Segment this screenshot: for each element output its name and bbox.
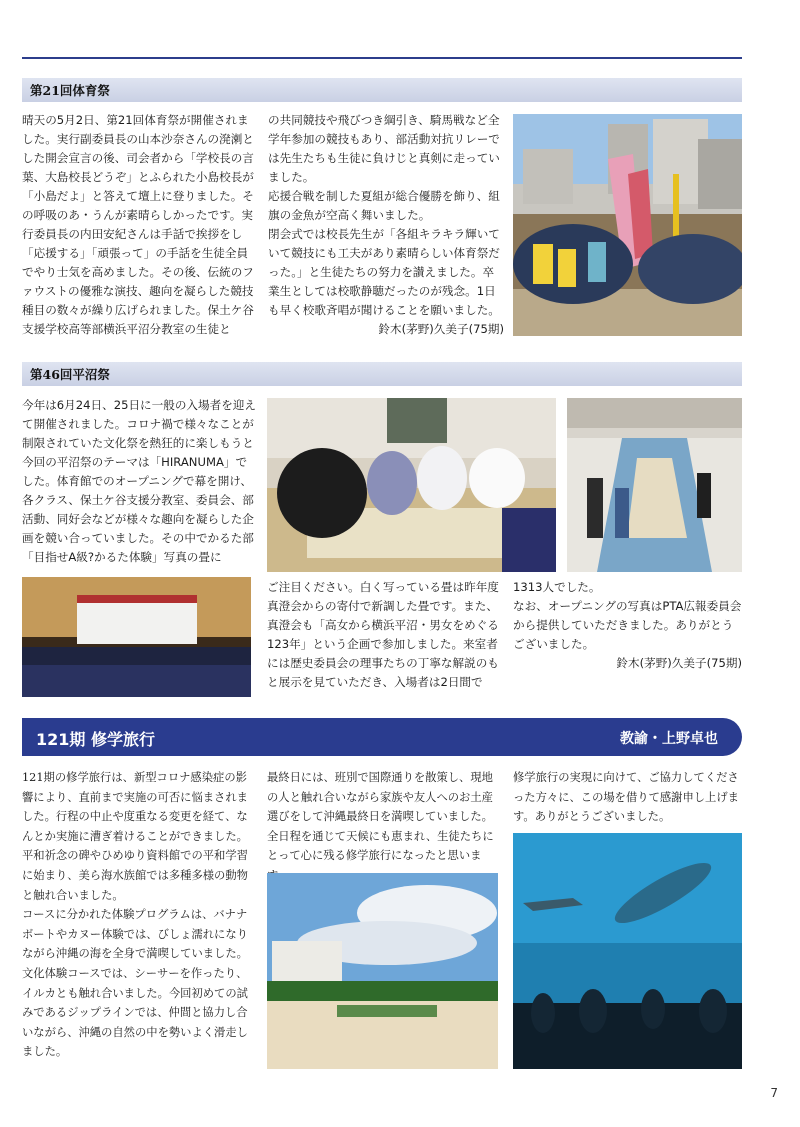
banner-title: 121期 修学旅行 [36,730,155,749]
page-number: 7 [770,1086,778,1100]
author-credit: 鈴木(茅野)久美子(75期) [378,322,504,336]
paragraph: 121期の修学旅行は、新型コロナ感染症の影響により、直前まで実施の可否に悩まされました。行程の中止や度重なる変更を経て、なんとか実施に漕ぎ着けることができました。 [22,771,248,843]
section-banner-shugaku [22,718,742,756]
shugaku-col1 [22,768,258,1062]
paragraph: 晴天の5月2日、第21回体育祭が開催されました。実行副委員長の山本沙奈さんの溌溂とした開会宣言の後、司会者から「学校長の言葉、大島校長どうぞ」とふられた小島校長が「小島だよ」と答えて壇上に登りました。その呼吸のあ・うんが素晴らしかったです。実行委員長の内田安紀さんは手話で挨拶をし「応援する」「頑張って」の手話を生徒全員でやり士気を高めました。その後、伝統のファウストの優雅な演技、趣向を凝らした競技種目の数々が繰り広げられました。保土ケ谷支援学校高等部横浜平沼分教室の生徒と [22,113,254,336]
banner-author: 教諭・上野卓也 [620,731,718,747]
opening-stage-photo [22,577,251,697]
paragraph: 最終日には、班別で国際通りを散策し、現地の人と触れ合いながら家族や友人へのお土産選びをして沖縄最終日を満喫していました。 [267,771,493,824]
hiranumasai-col2 [267,578,503,692]
paragraph: 1313人でした。 [513,580,601,594]
stairs-art-photo [567,398,742,572]
aquarium-photo [513,833,742,1069]
karuta-photo [267,398,556,572]
section-header-hiranumasai [22,362,742,386]
top-rule [22,57,742,59]
taiikusai-col1 [22,111,258,339]
hiranumasai-col3 [513,578,742,673]
taiikusai-col2 [268,111,504,339]
author-credit: 鈴木(茅野)久美子(75期) [616,656,742,670]
paragraph: 閉会式では校長先生が「各組キラキラ輝いていて競技にも工夫があり素晴らしい体育祭だった。」と生徒たちの努力を讃えました。卒業生としては校歌静聴だったのが残念。1日も早く校歌斉唱が聞けることを願いました。 [268,227,500,317]
paragraph: なお、オープニングの写真はPTA広報委員会から提供していただきました。ありがとうございました。 [513,599,742,651]
sports-festival-photo [513,114,742,336]
paragraph: 平和祈念の碑やひめゆり資料館での平和学習に始まり、美ら海水族館では多種多様の動物と触れ合いました。 [22,849,248,902]
paragraph: の共同競技や飛びつき綱引き、騎馬戦など全学年参加の競技もあり、部活動対抗リレーでは先生たちも生徒に負けじと真剣に走っていました。 [268,113,500,184]
paragraph: 修学旅行の実現に向けて、ご協力してくださった方々に、この場を借りて感謝申し上げます。ありがとうございました。 [513,771,739,824]
paragraph: コースに分かれた体験プログラムは、バナナボートやカヌー体験では、びしょ濡れになりながら沖縄の海を全身で満喫していました。 [22,908,248,961]
section-header-taiikusai [22,78,742,102]
paragraph: 今年は6月24日、25日に一般の入場者を迎えて開催されました。コロナ禍で様々なことが制限されていた文化祭を熱狂的に楽しもうと今回の平沼祭のテーマは「HIRANUMA」でした。体育館でのオープニングで幕を開け、各クラス、保土ケ谷支援分教室、委員会、部活動、同好会などが様々な趣向を凝らした企画を競い合っていました。その中でかるた部「目指せA級?かるた体験」写真の畳に [22,398,256,564]
paragraph: 文化体験コースでは、シーサーを作ったり、イルカとも触れ合いました。今回初めての試みであるジップラインでは、仲間と協力し合いながら、沖縄の自然の中を勢いよく滑走しました。 [22,966,248,1059]
section-title: 第21回体育祭 [30,83,110,98]
beach-photo [267,873,498,1069]
shugaku-col2 [267,768,503,886]
shugaku-col3 [513,768,742,827]
hiranumasai-col1 [22,396,258,567]
paragraph: 応援合戦を制した夏組が総合優勝を飾り、組旗の金魚が空高く舞いました。 [268,189,500,222]
paragraph: ご注目ください。白く写っている畳は昨年度真澄会からの寄付で新調した畳です。また、真澄会も「高女から横浜平沼・男女をめぐる123年」という企画で参加しました。来室者には歴史委員会の理事たちの丁寧な解説のもと展示を見ていただき、入場者は2日間で [267,580,499,689]
section-title: 第46回平沼祭 [30,367,110,382]
paragraph: 全日程を通じて天候にも恵まれ、生徒たちにとって心に残る修学旅行になったと思いま [267,829,494,863]
